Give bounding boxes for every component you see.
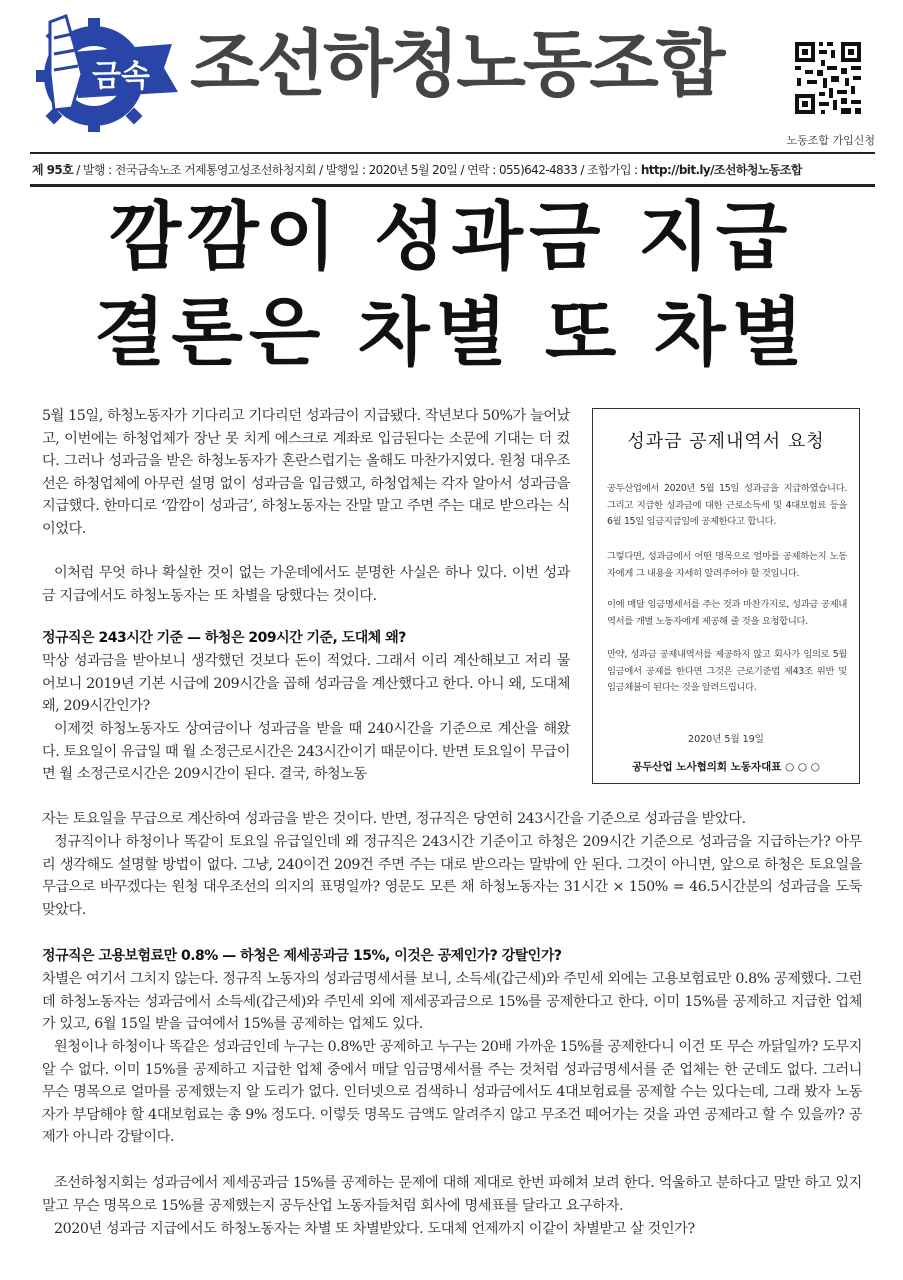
issue-details: / 발행 : 전국금속노조 거제통영고성조선하청지회 / 발행일 : 2020년 5월 20일 / 연락 : 055)642-4833 / 조합가입 : bbox=[73, 163, 641, 177]
section-1-paragraph-3: 정규직이나 하청이나 똑같이 토요일 유급일인데 왜 정규직은 243시간 기준이고 하청은 209시간 기준으로 성과금을 지급하는가? 아무리 생각해도 설명할 방법이 없다. 그냥, 240이건 209건 주면 주는 대로 받으라는 말밖에 안 된다. 그것이 아니면, 앞으로 하청은 토요일을 무급으로 바꾸겠다는 원청 대우조선의 의지의 표명일까? 영문도 모른 채 하청노동자는 31시간 × 150% = 46.5시간분의 성과금을 도둑맞았다. bbox=[42, 834, 862, 918]
qr-code-icon[interactable] bbox=[793, 40, 863, 116]
intro-paragraph-2: 이처럼 무엇 하나 확실한 것이 없는 가운데에서도 분명한 사실은 하나 있다. 이번 성과금 지급에서도 하청노동자는 또 차별을 당했다는 것이다. bbox=[42, 565, 570, 604]
section-2-heading: 정규직은 고용보험료만 0.8% — 하청은 제세공과금 15%, 이것은 공제인가? 강탈인가? bbox=[42, 948, 562, 964]
section-1-paragraph-1: 막상 성과금을 받아보니 생각했던 것보다 돈이 적었다. 그래서 이리 계산해보고 저리 물어보니 2019년 기본 시급에 209시간을 곱해 성과금을 계산했다고 한다. 아니 왜, 도대체 왜, 209시간인가? bbox=[42, 653, 570, 715]
section-2-paragraph-3: 조선하청지회는 성과금에서 제세공과금 15%를 공제하는 문제에 대해 제대로 한번 파헤쳐 보려 한다. 억울하고 분하다고 말만 하고 있지 말고 무슨 명목으로 15%를 공제했는지 공두산업 노동자들처럼 회사에 명세표를 달라고 요구하자. bbox=[42, 1175, 862, 1214]
sidebox-signature: 공두산업 노사협의회 노동자대표 ○ ○ ○ bbox=[632, 761, 820, 773]
sidebox-paragraph-1: 공두산업에서 2020년 5월 15일 성과금을 지급하였습니다. 그리고 지급한 성과금에 대한 근로소득세 및 4대보험료 등을 6월 15일 임금지급일에 공제한다고 합니다. bbox=[607, 483, 847, 527]
section-2-paragraph-4: 2020년 성과금 지급에서도 하청노동자는 차별 또 차별받았다. 도대체 언제까지 이같이 차별받고 살 것인가? bbox=[54, 1221, 695, 1237]
svg-text:금속: 금속 bbox=[92, 59, 150, 94]
deduction-request-box bbox=[592, 408, 860, 784]
sidebox-title: 성과금 공제내역서 요청 bbox=[627, 431, 825, 452]
headline-line-1: 깜깜이 성과금 지급 bbox=[109, 194, 794, 280]
paper-name: 조선하청노동조합 bbox=[190, 22, 723, 106]
section-1-paragraph-2a: 이제껏 하청노동자도 상여금이나 성과금을 받을 때 240시간을 기준으로 계산을 해왔다. 토요일이 유급일 때 월 소정근로시간은 243시간이기 때문이다. 반면 토요일이 무급이면 월 소정근로시간은 209시간이 된다. 결국, 하청노동 bbox=[42, 721, 570, 783]
sidebox-paragraph-3: 이에 매달 임금명세서를 주는 것과 마찬가지로, 성과금 공제내역서를 개별 노동자에게 제공해 줄 것을 요청합니다. bbox=[607, 599, 847, 627]
join-link[interactable]: http://bit.ly/조선하청노동조합 bbox=[640, 163, 802, 177]
section-1-paragraph-2b: 자는 토요일을 무급으로 계산하여 성과금을 받은 것이다. 반면, 정규직은 당연히 243시간을 기준으로 성과금을 받았다. bbox=[42, 811, 746, 827]
qr-caption: 노동조합 가입신청 bbox=[786, 134, 875, 147]
section-2-paragraph-2: 원청이나 하청이나 똑같은 성과금인데 누구는 0.8%만 공제하고 누구는 20배 가까운 15%를 공제한다니 이건 또 무슨 까닭일까? 도무지 알 수 없다. 이미 15%를 공제하고 지급한 업체 중에서 매달 임금명세서를 주는 것처럼 성과금명세서를 준 업체는 한 군데도 없다. 그러니 무슨 명목으로 얼마를 공제했는지 알 도리가 없다. 인터넷으로 검색하니 성과금에서도 4대보험료를 공제할 수는 있다는데, 그래 봤자 노동자가 부담해야 할 4대보험료는 총 9% 정도다. 이렇듯 명목도 금액도 알려주지 않고 무조건 떼어가는 것을 과연 공제라고 할 수 있을까? 공제가 아니라 강탈이다. bbox=[42, 1039, 862, 1146]
sidebox-paragraph-4: 만약, 성과금 공제내역서를 제공하지 않고 회사가 임의로 5월 임금에서 공제를 한다면 그것은 근로기준법 제43조 위반 및 임금체불이 된다는 것을 알려드립니다. bbox=[607, 649, 847, 693]
bottom-divider bbox=[30, 184, 875, 187]
top-divider bbox=[30, 152, 875, 154]
intro-paragraph-1: 5월 15일, 하청노동자가 기다리고 기다리던 성과금이 지급됐다. 작년보다 50%가 늘어났고, 이번에는 하청업체가 장난 못 치게 에스크로 계좌로 입금된다는 소문에 기대는 더 컸다. 그러나 성과금을 받은 하청노동자가 혼란스럽기는 올해도 마찬가지였다. 원청 대우조선은 하청업체에 아무런 설명 없이 성과금을 입금했고, 하청업체는 각자 알아서 성과금을 지급했다. 한마디로 ‘깜깜이 성과금’, 하청노동자는 잔말 말고 주면 주는 대로 받으라는 식이었다. bbox=[42, 408, 570, 537]
union-logo-icon bbox=[32, 14, 182, 132]
section-1-heading: 정규직은 243시간 기준 — 하청은 209시간 기준, 도대체 왜? bbox=[42, 630, 406, 646]
masthead bbox=[30, 10, 875, 150]
section-2-paragraph-1: 차별은 여기서 그치지 않는다. 정규직 노동자의 성과금명세서를 보니, 소득세(갑근세)와 주민세 외에는 고용보험료만 0.8% 공제했다. 그런데 하청노동자는 성과금에서 소득세(갑근세)와 주민세 외에 제세공과금으로 15%를 공제한다고 한다. 이미 15%를 공제하고 지급한 업체가 있고, 6월 15일 받을 급여에서 15%를 공제하는 업체도 있다. bbox=[42, 971, 862, 1033]
sidebox-paragraph-2: 그렇다면, 성과금에서 어떤 명목으로 얼마를 공제하는지 노동자에게 그 내용을 자세히 알려주어야 할 것입니다. bbox=[607, 551, 847, 579]
headline-line-2: 결론은 차별 또 차별 bbox=[93, 290, 810, 376]
issue-number: 제 95호 bbox=[32, 163, 74, 177]
sidebox-date: 2020년 5월 19일 bbox=[688, 734, 764, 745]
issue-info-line bbox=[32, 161, 873, 178]
